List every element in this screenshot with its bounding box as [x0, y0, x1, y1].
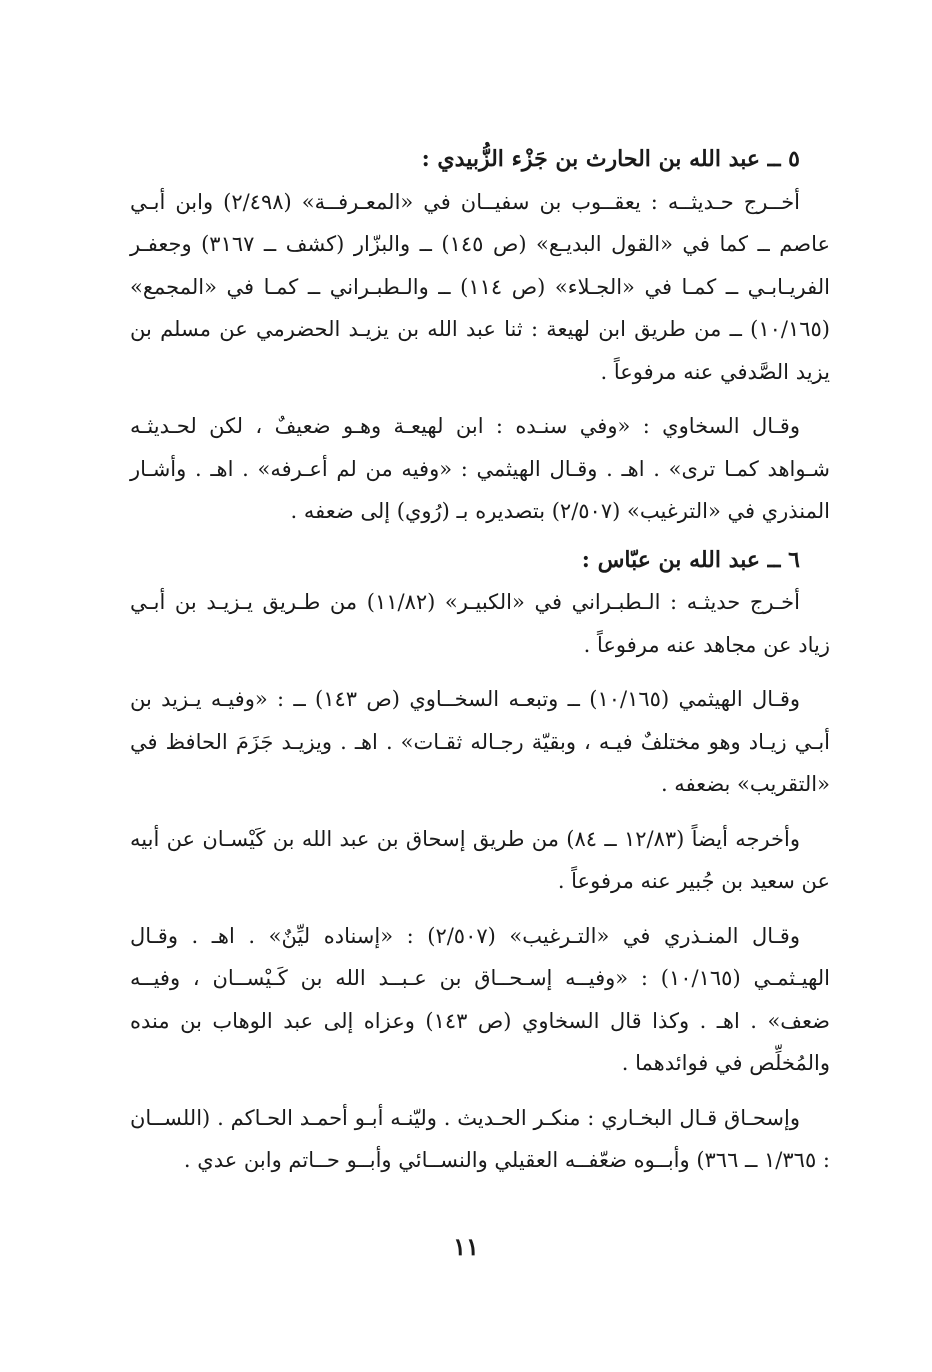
section-heading: ٥ ــ عبد الله بن الحارث بن جَزْء الزُّبيدي :: [421, 146, 800, 172]
paragraph: وأخرجه أيضاً (١٢/٨٣ ــ ٨٤) من طريق إسحاق بن عبد الله بن كَيْسـان عن أبيه عن سعيد بن جُبير عنه مرفوعاً .: [130, 826, 830, 893]
paragraph: أخـرج حديثـه : الـطبـراني في «الكبيـر» (١١/٨٢) من طـريق يـزيـد بن أبـي زياد عن مجاهد عنه مرفوعاً .: [130, 590, 830, 657]
paragraph: أخــرج حـديثــه : يعقــوب بن سفيــان في «المعـرفــة» (٢/٤٩٨) وابن أبـي عاصم ــ كما في «القول البديـع» (ص ١٤٥) ــ والبزّار (كشف ــ ٣١٦٧) وجعفـر الفريـابـي ــ كمـا في «الجـلاء» (ص ١١٤) ــ والـطبـراني ــ كمـا في «المجمع» (١٠/١٦٥) ــ من طريق ابن لهيعة : ثنا عبد الله بن يزيـد الحضرمي عن مسلم بن يزيد الصَّدفي عنه مرفوعاً .: [130, 189, 830, 384]
paragraph: وقـال المنـذري في «التـرغيب» (٢/٥٠٧) : «إسناده ليِّنٌ» . اهـ . وقـال الهيـثمـي (١٠/١٦٥) : «وفيــه إسـحــاق بن عـبــد الله بن كَـيْســان ، وفيــه ضعف» . اهـ . وكذا قال السخاوي (ص ١٤٣) وعزاه إلى عبد الوهاب بن منده والمُخلِّص في فوائدهما .: [130, 923, 831, 1075]
paragraph: وإسحـاق قـال البخـاري : منكـر الحـديث . وليّنـه أبـو أحمـد الحـاكم . (اللســان : ١/٣٦٥ ــ ٣٦٦) وأبــوه ضعّفــه العقيلي والنســائي وأبــو حــاتم وابن عدي .: [130, 1105, 830, 1172]
page-number: ١١: [453, 1232, 479, 1261]
page-body: [130, 138, 830, 1194]
paragraph: وقـال الهيثمي (١٠/١٦٥) ــ وتبعـه السخــاوي (ص ١٤٣) ــ : «وفيـه يـزيد بن أبـي زيـاد وهو مختلفٌ فيـه ، وبقيّة رجـاله ثقـات» . اهـ . ويزيـد جَزَمَ الحافظ في «التقريب» بضعفه .: [130, 687, 830, 796]
section-heading: ٦ ــ عبد الله بن عبّاس :: [581, 546, 800, 573]
paragraph: وقـال السخاوي : «وفي سنـده : ابن لهيعـة وهـو ضعيفٌ ، لكن لحـديثـه شـواهد كمـا ترى» . اهـ . وقـال الهيثمي : «وفيه من لم أعـرفه» . اهـ . وأشـار المنذري في «الترغيب» (٢/٥٠٧) بتصديره بـ (رُوي) إلى ضعفه .: [130, 414, 830, 523]
